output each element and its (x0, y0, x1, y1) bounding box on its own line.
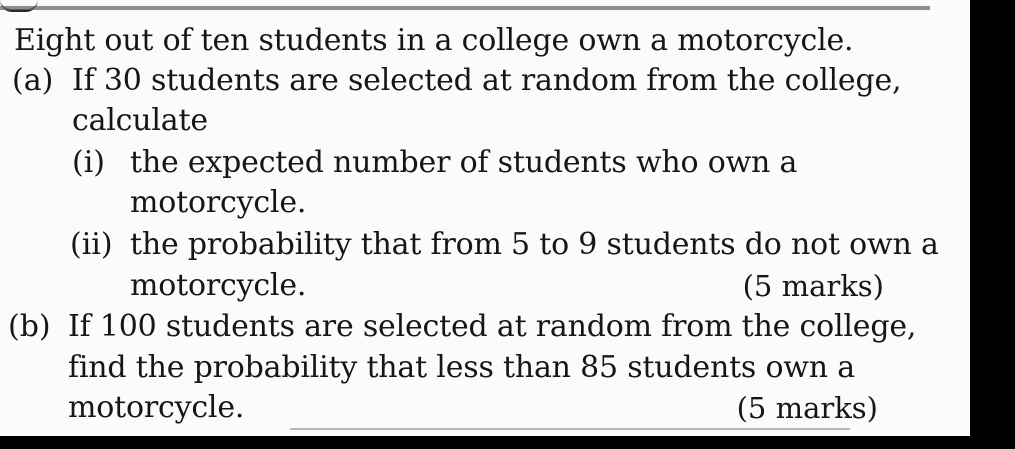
part-a-i-line-2: motorcycle. (130, 185, 307, 220)
part-a-line-2: calculate (72, 103, 208, 138)
part-a-ii-label: (ii) (70, 227, 113, 262)
part-b-label: (b) (8, 309, 51, 344)
part-b-line-1: If 100 students are selected at random from the college, (68, 309, 917, 344)
part-b-marks: (5 marks) (736, 391, 878, 425)
part-b-line-2: find the probability that less than 85 students own a (68, 350, 855, 385)
part-a-ii-line-2: motorcycle. (130, 268, 307, 303)
part-a-marks: (5 marks) (742, 269, 884, 303)
part-a-label: (a) (12, 63, 54, 98)
part-a-ii-line-1: the probability that from 5 to 9 students do not own a (130, 227, 939, 262)
part-b-line-3: motorcycle. (68, 390, 245, 425)
question-intro: Eight out of ten students in a college own a motorcycle. (14, 23, 854, 58)
part-a-i-label: (i) (72, 145, 106, 180)
bottom-rule (290, 428, 850, 430)
part-a-line-1: If 30 students are selected at random from the college, (72, 63, 902, 98)
header-rule (0, 6, 930, 10)
part-a-i-line-1: the expected number of students who own a (130, 145, 798, 180)
